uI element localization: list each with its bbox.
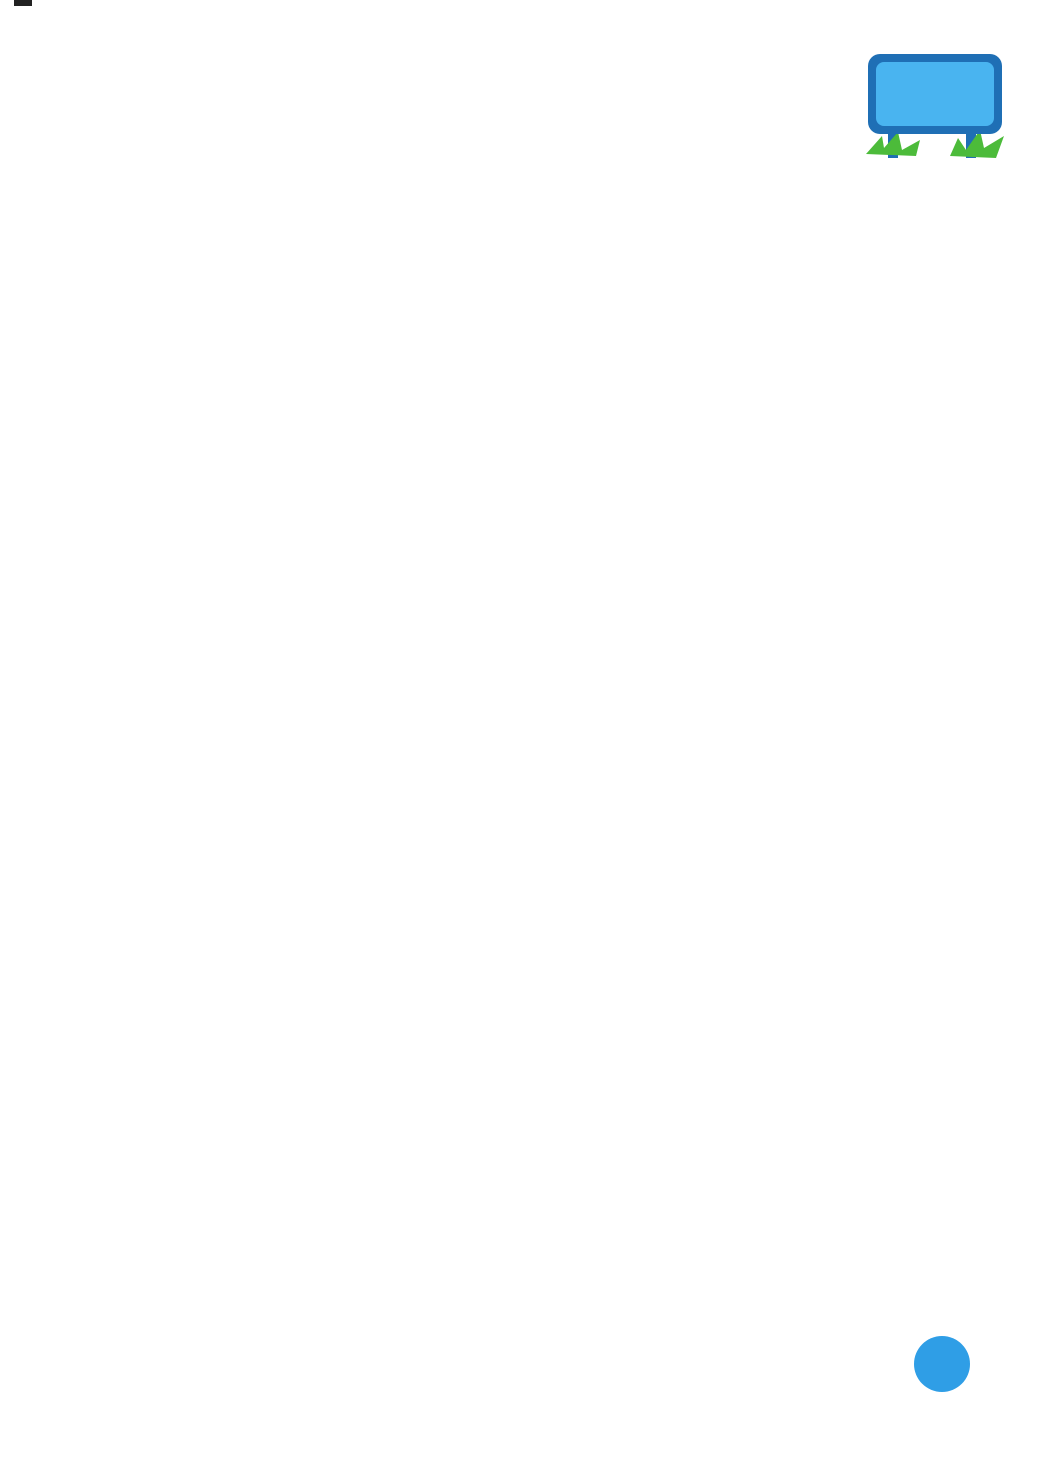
page-number	[914, 1336, 970, 1392]
subject-badge-label	[880, 66, 980, 124]
corner-mark	[14, 0, 32, 6]
